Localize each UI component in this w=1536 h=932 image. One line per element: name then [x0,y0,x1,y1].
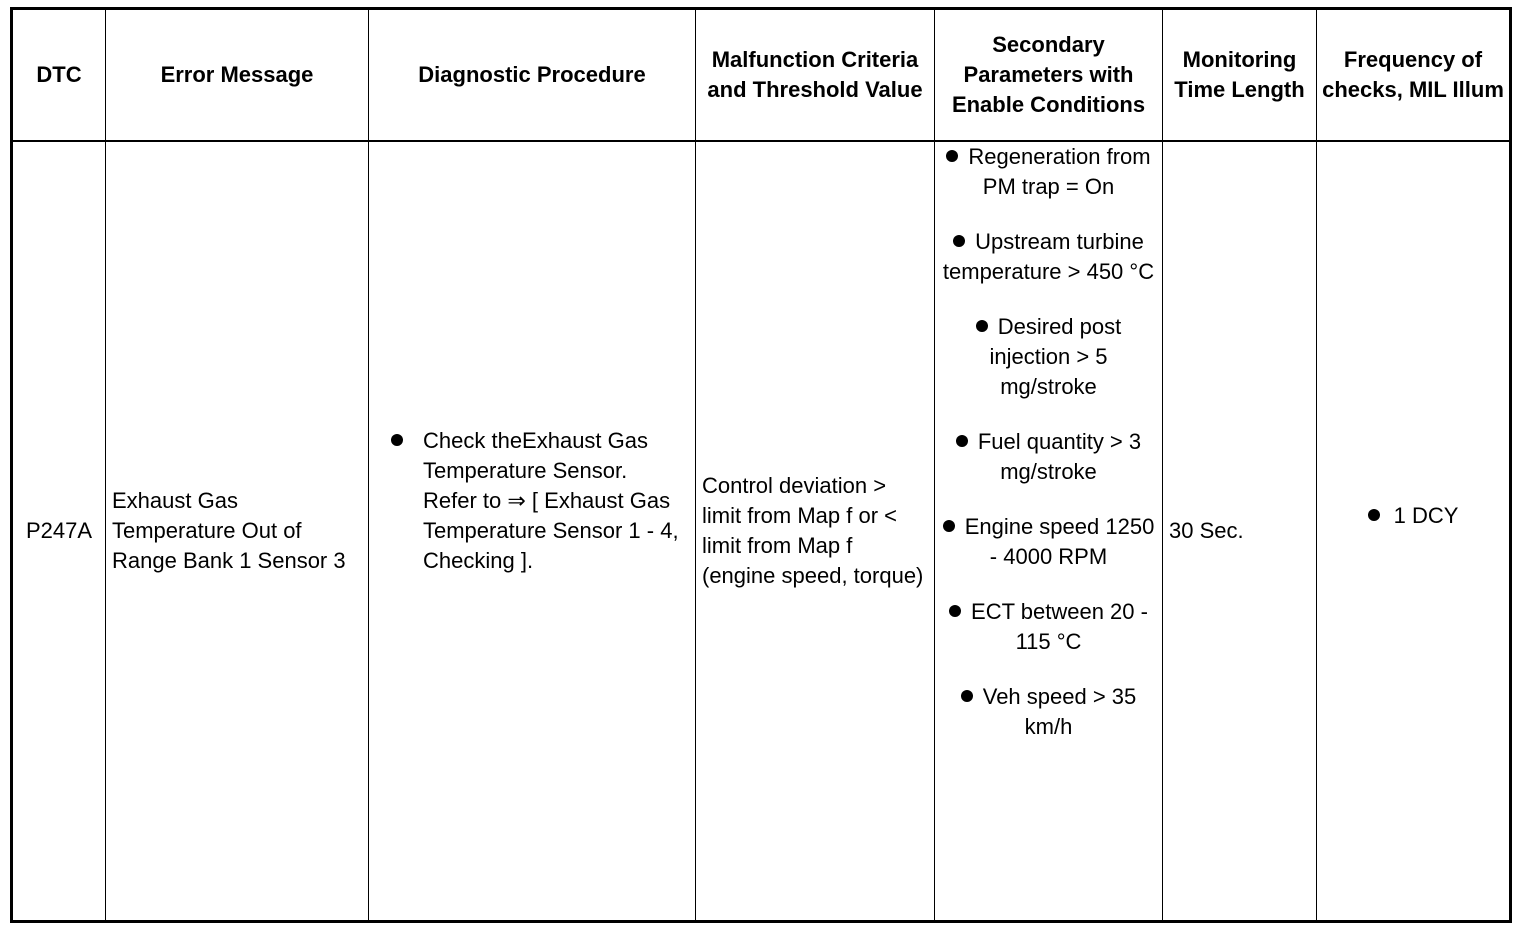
bullet-dot-icon [391,434,403,446]
bullet-dot-icon [956,435,968,447]
secondary-parameter-item-text: ECT between 20 - 115 °C [971,598,1148,654]
frequency-item [1317,501,1509,531]
secondary-parameter-item [935,427,1162,487]
header-dtc: DTC [12,9,106,141]
secondary-parameter-item-text: Engine speed 1250 - 4000 RPM [964,513,1155,569]
secondary-parameter-item-text: Upstream turbine temperature > 450 °C [942,228,1155,284]
secondary-parameter-item [935,142,1162,202]
table-header [12,9,1511,141]
bullet-dot-icon [949,605,961,617]
table-row [12,141,1511,922]
frequency-list [1317,501,1509,531]
cell-secondary-parameters [935,141,1163,922]
bullet-dot-icon [961,690,973,702]
cell-dtc-code: P247A [12,141,106,922]
header-frequency: Frequency of checks, MIL Illum [1317,9,1511,141]
secondary-parameter-item [935,512,1162,572]
bullet-dot-icon [943,520,955,532]
header-error-message: Error Message [106,9,369,141]
header-row [12,9,1511,141]
bullet-dot-icon [1368,509,1380,521]
cell-monitoring-time: 30 Sec. [1163,141,1317,922]
table-body [12,141,1511,922]
secondary-parameter-item-text: Fuel quantity > 3 mg/stroke [977,428,1142,484]
secondary-parameter-item-text: Veh speed > 35 km/h [982,683,1137,739]
header-secondary-parameters: Secondary Parameters with Enable Conditions [935,9,1163,141]
cell-diagnostic-procedure [369,141,696,922]
procedure-item-text: Check theExhaust Gas Temperature Sensor. Refer to ⇒ [ Exhaust Gas Temperature Sensor 1 - 4, Checking ]. [423,427,679,573]
dtc-table [10,7,1512,923]
cell-frequency [1317,141,1511,922]
bullet-dot-icon [953,235,965,247]
cell-error-message: Exhaust Gas Temperature Out of Range Bank 1 Sensor 3 [106,141,369,922]
secondary-parameter-item [935,227,1162,287]
bullet-dot-icon [976,320,988,332]
frequency-item-text: 1 DCY [1393,502,1459,528]
secondary-parameter-item-text: Regeneration from PM trap = On [968,143,1151,199]
secondary-parameters-list [935,142,1162,742]
diagnostic-procedure-list [369,426,695,576]
secondary-parameter-item [935,682,1162,742]
header-malfunction-criteria: Malfunction Criteria and Threshold Value [696,9,935,141]
procedure-item [369,426,695,576]
bullet-dot-icon [946,150,958,162]
header-diagnostic-procedure: Diagnostic Procedure [369,9,696,141]
secondary-parameter-item [935,597,1162,657]
cell-malfunction-criteria: Control deviation > limit from Map f or < limit from Map f (engine speed, torque) [696,141,935,922]
header-monitoring-time: Monitoring Time Length [1163,9,1317,141]
secondary-parameter-item-text: Desired post injection > 5 mg/stroke [989,313,1122,399]
secondary-parameter-item [935,312,1162,402]
